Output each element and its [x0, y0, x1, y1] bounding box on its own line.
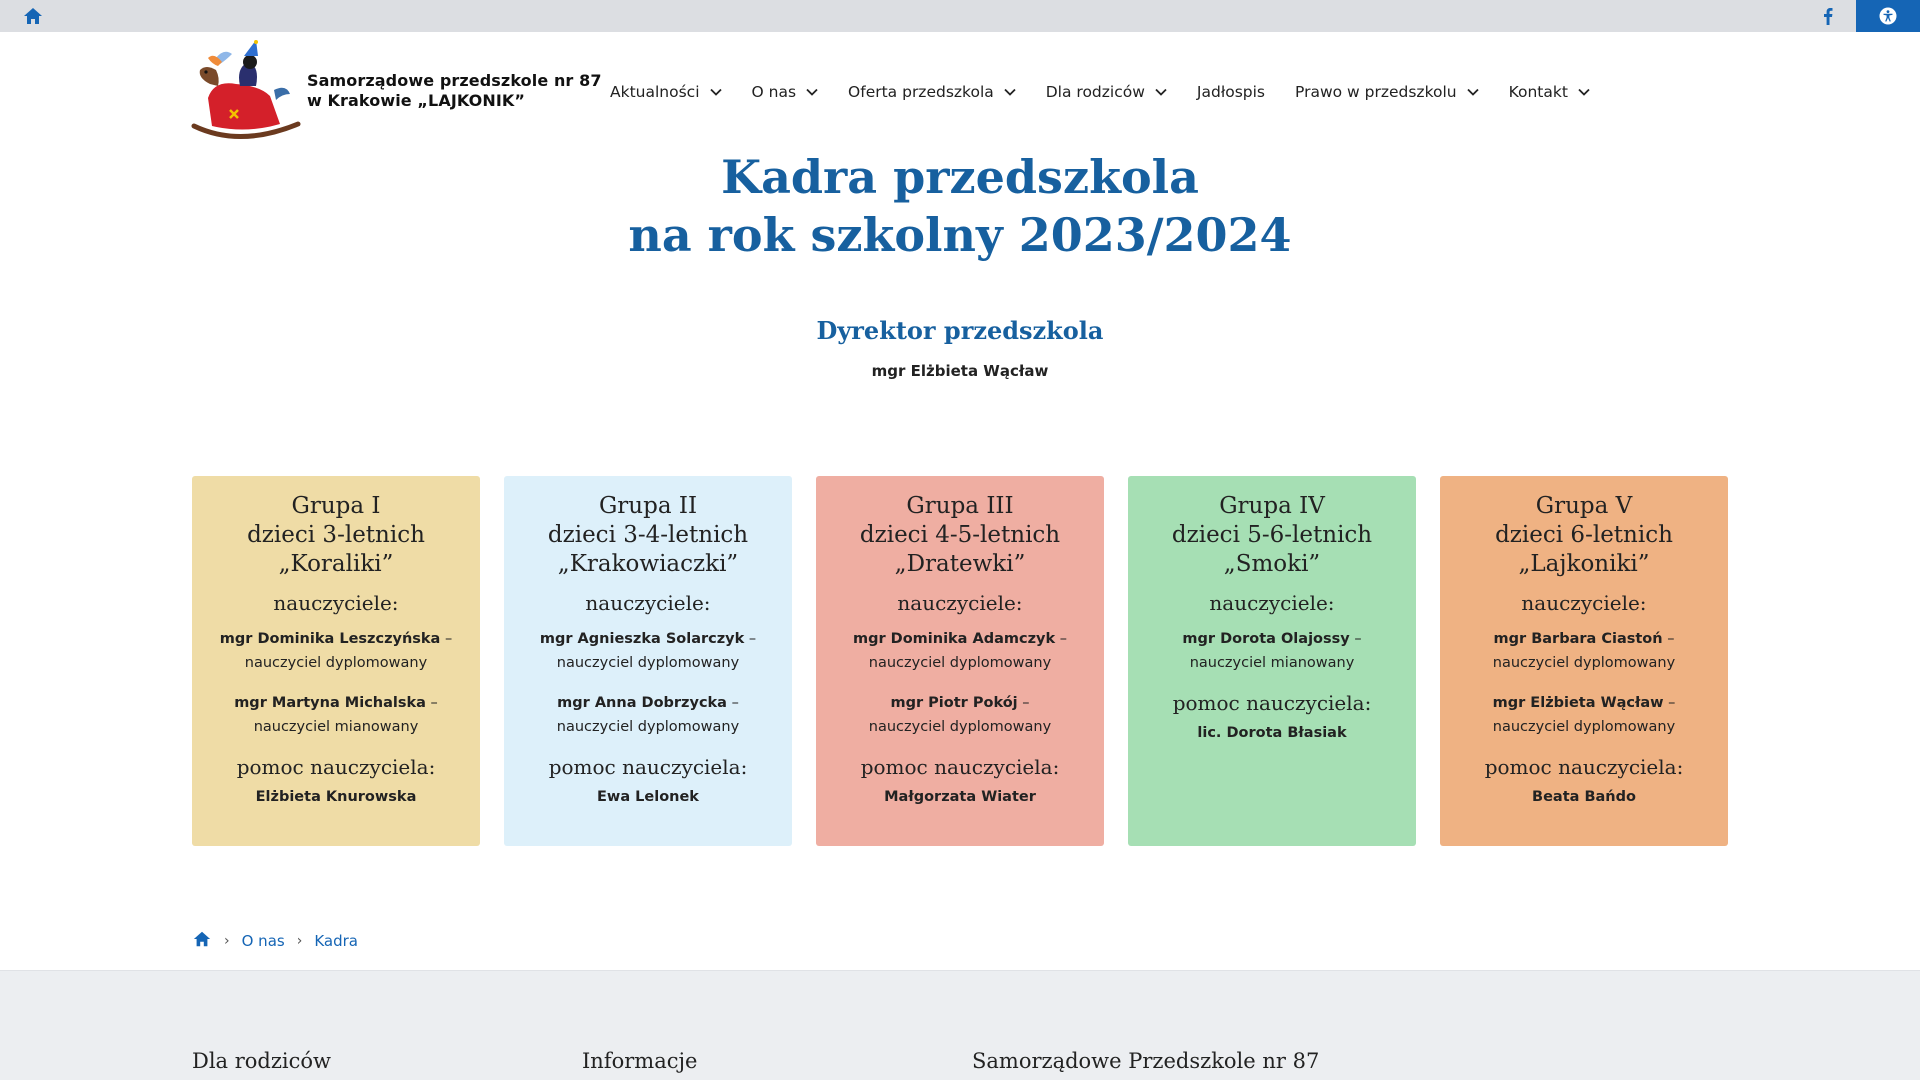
group-nick: „Smoki”: [1223, 551, 1321, 577]
group-card-4: [1128, 476, 1416, 846]
teacher: mgr Piotr Pokój – nauczyciel dyplomowany: [868, 695, 1052, 735]
nav-item-kontakt[interactable]: [1509, 83, 1590, 101]
nav-item-jadlospis[interactable]: [1197, 83, 1265, 101]
chevron-down-icon: [1155, 88, 1167, 96]
footer: [0, 970, 1920, 1080]
teacher-title: nauczyciel dyplomowany: [244, 655, 428, 671]
helper-name: Ewa Lelonek: [597, 789, 699, 805]
nav-label: Prawo w przedszkolu: [1295, 83, 1457, 101]
nav-label: O nas: [751, 83, 797, 101]
breadcrumb-separator: ›: [296, 933, 303, 949]
group-nick: „Krakowiaczki”: [557, 551, 739, 577]
group-card-2: [504, 476, 792, 846]
teachers-label: nauczyciele:: [1521, 591, 1647, 615]
brand-line1: Samorządowe przedszkole nr 87: [307, 71, 602, 90]
group-card-1: [192, 476, 480, 846]
helper-name: Małgorzata Wiater: [884, 789, 1036, 805]
nav-item-prawo[interactable]: [1295, 83, 1479, 101]
helper-name: Beata Bańdo: [1532, 789, 1636, 805]
group-age: dzieci 3-letnich: [247, 522, 425, 548]
teachers-label: nauczyciele:: [1209, 591, 1335, 615]
teacher-title: nauczyciel dyplomowany: [556, 719, 740, 735]
chevron-down-icon: [1578, 88, 1590, 96]
chevron-down-icon: [1467, 88, 1479, 96]
group-nick: „Lajkoniki”: [1518, 551, 1650, 577]
group-name: Grupa V: [1535, 493, 1633, 519]
group-heading: [1128, 492, 1416, 579]
group-name: Grupa II: [598, 493, 698, 519]
home-icon[interactable]: [192, 930, 212, 952]
nav-label: Kontakt: [1508, 83, 1568, 101]
teacher: mgr Anna Dobrzycka – nauczyciel dyplomowany: [556, 695, 740, 735]
group-heading: [1440, 492, 1728, 579]
chevron-down-icon: [806, 88, 818, 96]
nav-item-dla-rodzicow[interactable]: [1046, 83, 1167, 101]
teacher-title: nauczyciel dyplomowany: [556, 655, 740, 671]
footer-heading-informacje: Informacje: [582, 1049, 698, 1073]
group-name: Grupa I: [291, 493, 381, 519]
group-cards: [192, 476, 1728, 846]
nav-item-o-nas[interactable]: [752, 83, 819, 101]
chevron-down-icon: [1004, 88, 1016, 96]
top-bar: [0, 0, 1920, 32]
breadcrumb-separator: ›: [224, 933, 230, 949]
group-heading: [816, 492, 1104, 579]
teacher: mgr Dominika Leszczyńska – nauczyciel dyplomowany: [219, 631, 453, 671]
group-card-3: [816, 476, 1104, 846]
brand-line2: w Krakowie „LAJKONIK”: [307, 91, 526, 110]
accessibility-icon[interactable]: [1856, 0, 1920, 32]
teacher-name: mgr Martyna Michalska: [234, 695, 426, 711]
teacher: mgr Dominika Adamczyk – nauczyciel dyplomowany: [852, 631, 1068, 671]
helper-name: Elżbieta Knurowska: [255, 789, 417, 805]
nav-item-aktualnosci[interactable]: [610, 83, 722, 101]
director-name: mgr Elżbieta Wącław: [871, 362, 1049, 380]
group-heading: [504, 492, 792, 579]
group-name: Grupa IV: [1219, 493, 1325, 519]
brand-name[interactable]: [307, 71, 602, 111]
teachers-label: nauczyciele:: [585, 591, 711, 615]
teachers-label: nauczyciele:: [897, 591, 1023, 615]
teacher: mgr Barbara Ciastoń – nauczyciel dyplomowany: [1492, 631, 1676, 671]
teacher-name: mgr Agnieszka Solarczyk: [539, 631, 745, 647]
page-title: [0, 148, 1920, 264]
footer-heading-przedszkole: Samorządowe Przedszkole nr 87: [972, 1049, 1320, 1073]
teacher-name: mgr Dorota Olajossy: [1182, 631, 1350, 647]
group-nick: „Dratewki”: [894, 551, 1026, 577]
teacher-name: mgr Anna Dobrzycka: [557, 695, 727, 711]
group-age: dzieci 4-5-letnich: [859, 522, 1061, 548]
group-heading: [192, 492, 480, 579]
teacher-name: mgr Dominika Leszczyńska: [219, 631, 441, 647]
breadcrumb-current[interactable]: Kadra: [314, 932, 358, 950]
home-icon[interactable]: [22, 6, 44, 26]
group-nick: „Koraliki”: [278, 551, 394, 577]
group-age: dzieci 3-4-letnich: [547, 522, 749, 548]
nav-label: Aktualności: [610, 83, 700, 101]
teacher-title: nauczyciel mianowany: [1189, 655, 1355, 671]
page-title-line1: Kadra przedszkola: [721, 150, 1199, 204]
nav-label: Oferta przedszkola: [848, 83, 994, 101]
breadcrumb: [192, 930, 358, 952]
teachers-label: nauczyciele:: [273, 591, 399, 615]
teacher-name: mgr Barbara Ciastoń: [1493, 631, 1663, 647]
teacher-title: nauczyciel dyplomowany: [1492, 655, 1676, 671]
teacher-title: nauczyciel dyplomowany: [868, 655, 1052, 671]
group-card-5: [1440, 476, 1728, 846]
helper-label: pomoc nauczyciela:: [1172, 691, 1372, 715]
chevron-down-icon: [710, 88, 722, 96]
teacher-name: mgr Piotr Pokój: [890, 695, 1018, 711]
teacher-title: nauczyciel mianowany: [253, 719, 419, 735]
teacher-title: nauczyciel dyplomowany: [1492, 719, 1676, 735]
helper-label: pomoc nauczyciela:: [236, 755, 436, 779]
logo[interactable]: [190, 40, 302, 144]
helper-label: pomoc nauczyciela:: [548, 755, 748, 779]
nav-label: Jadłospis: [1196, 83, 1265, 101]
teacher: mgr Martyna Michalska – nauczyciel mianowany: [234, 695, 438, 735]
page-title-line2: na rok szkolny 2023/2024: [628, 208, 1292, 262]
director-heading: Dyrektor przedszkola: [816, 316, 1104, 345]
teacher-name: mgr Dominika Adamczyk: [852, 631, 1056, 647]
breadcrumb-link-o-nas[interactable]: O nas: [241, 932, 285, 950]
nav-label: Dla rodziców: [1045, 83, 1145, 101]
group-name: Grupa III: [906, 493, 1014, 519]
teacher: mgr Agnieszka Solarczyk – nauczyciel dyplomowany: [539, 631, 757, 671]
helper-label: pomoc nauczyciela:: [1484, 755, 1684, 779]
helper-label: pomoc nauczyciela:: [860, 755, 1060, 779]
helper-name: lic. Dorota Błasiak: [1197, 725, 1347, 741]
teacher: mgr Elżbieta Wącław – nauczyciel dyplomowany: [1492, 695, 1676, 735]
teacher-title: nauczyciel dyplomowany: [868, 719, 1052, 735]
group-age: dzieci 6-letnich: [1495, 522, 1673, 548]
teacher: mgr Dorota Olajossy – nauczyciel mianowany: [1182, 631, 1362, 671]
group-age: dzieci 5-6-letnich: [1171, 522, 1373, 548]
facebook-icon[interactable]: [1816, 4, 1840, 28]
main-nav: [610, 80, 1590, 104]
footer-heading-dla-rodzicow: Dla rodziców: [192, 1049, 332, 1073]
nav-item-oferta[interactable]: [848, 83, 1016, 101]
teacher-name: mgr Elżbieta Wącław: [1492, 695, 1664, 711]
